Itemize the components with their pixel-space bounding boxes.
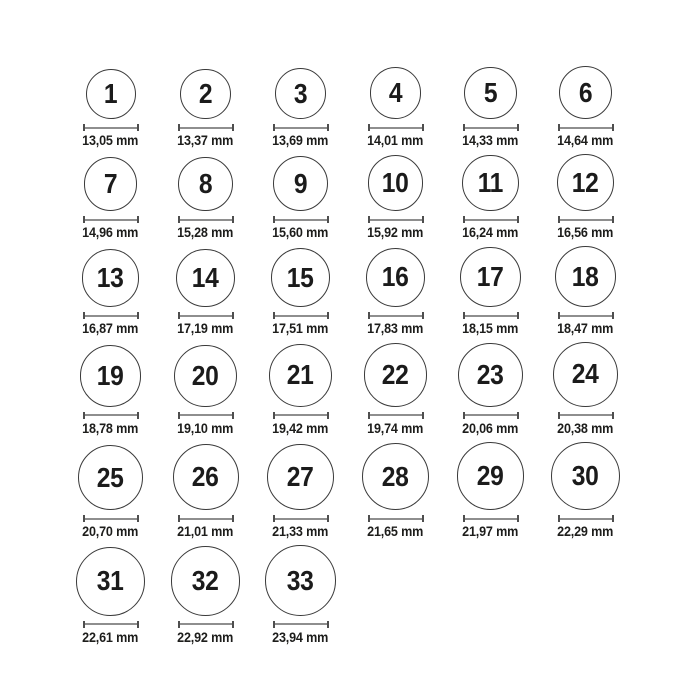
- dimension-bar: [370, 219, 422, 221]
- ring-size-row: [63, 545, 633, 644]
- dimension-bar: [370, 518, 422, 520]
- ring-size-cell: [63, 157, 158, 240]
- ring-size-cell: [443, 247, 538, 336]
- diameter-label: 20,06 mm: [462, 419, 519, 436]
- diameter-dimension-line: [178, 621, 234, 628]
- ring-circle: [368, 155, 424, 211]
- diameter-dimension-line: [83, 412, 139, 419]
- ring-circle: [462, 155, 518, 211]
- dimension-bar: [180, 414, 232, 416]
- diameter-dimension-line: [368, 312, 424, 319]
- diameter-dimension-line: [178, 124, 234, 131]
- ring-size-row: [63, 442, 633, 540]
- diameter-dimension-line: [178, 412, 234, 419]
- dimension-bar: [370, 414, 422, 416]
- diameter-dimension-line: [463, 412, 519, 419]
- ring-circle: [464, 67, 517, 120]
- diameter-dimension-line: [83, 216, 139, 223]
- diameter-dimension-line: [273, 621, 329, 628]
- ring-size-number: 14: [192, 261, 219, 293]
- diameter-dimension-line: [558, 216, 614, 223]
- dimension-bar: [85, 623, 137, 625]
- diameter-dimension-line: [83, 515, 139, 522]
- dimension-bar: [275, 219, 327, 221]
- ring-circle: [80, 345, 142, 407]
- ring-circle: [271, 248, 330, 307]
- ring-size-cell: [348, 343, 443, 435]
- diameter-label: 17,51 mm: [272, 320, 329, 337]
- diameter-label: 22,29 mm: [557, 523, 614, 540]
- dimension-bar: [560, 219, 612, 221]
- dimension-bar: [85, 315, 137, 317]
- diameter-dimension-line: [273, 412, 329, 419]
- dimension-bar: [560, 127, 612, 129]
- ring-circle: [267, 444, 334, 511]
- ring-circle: [457, 442, 525, 510]
- ring-size-number: 21: [287, 359, 314, 391]
- diameter-label: 19,10 mm: [177, 419, 234, 436]
- ring-size-number: 12: [572, 166, 599, 198]
- ring-size-cell: [158, 69, 253, 149]
- ring-circle: [275, 68, 326, 119]
- ring-size-cell: [538, 342, 633, 436]
- dimension-bar: [560, 315, 612, 317]
- diameter-dimension-line: [178, 312, 234, 319]
- ring-size-number: 4: [388, 77, 403, 109]
- diameter-label: 21,01 mm: [177, 523, 234, 540]
- ring-size-row: [63, 154, 633, 240]
- ring-size-number: 16: [382, 261, 409, 293]
- dimension-bar: [275, 315, 327, 317]
- ring-size-cell: [158, 157, 253, 240]
- diameter-label: 14,64 mm: [557, 132, 614, 149]
- diameter-label: 20,70 mm: [82, 523, 139, 540]
- diameter-label: 21,33 mm: [272, 523, 329, 540]
- ring-size-number: 17: [477, 260, 504, 292]
- dimension-bar: [275, 623, 327, 625]
- ring-size-cell: [63, 345, 158, 436]
- ring-size-cell: [158, 345, 253, 436]
- diameter-dimension-line: [463, 216, 519, 223]
- ring-size-number: 33: [287, 564, 314, 596]
- ring-circle: [178, 157, 232, 211]
- ring-circle: [551, 442, 620, 511]
- dimension-bar: [560, 414, 612, 416]
- dimension-bar: [465, 127, 517, 129]
- ring-size-cell: [443, 67, 538, 149]
- dimension-bar: [180, 315, 232, 317]
- diameter-label: 18,78 mm: [82, 419, 139, 436]
- diameter-dimension-line: [273, 515, 329, 522]
- diameter-dimension-line: [83, 621, 139, 628]
- ring-circle: [174, 345, 236, 407]
- ring-size-cell: [253, 156, 348, 240]
- ring-size-cell: [443, 155, 538, 240]
- ring-size-number: 13: [97, 262, 124, 294]
- diameter-dimension-line: [273, 312, 329, 319]
- ring-size-number: 31: [97, 565, 124, 597]
- dimension-bar: [275, 414, 327, 416]
- diameter-dimension-line: [178, 216, 234, 223]
- diameter-label: 22,92 mm: [177, 628, 234, 645]
- ring-size-number: 19: [97, 360, 124, 392]
- ring-size-cell: [63, 445, 158, 539]
- ring-size-cell: [253, 545, 348, 644]
- diameter-label: 16,56 mm: [557, 224, 614, 241]
- ring-circle: [176, 249, 234, 307]
- ring-size-cell: [538, 154, 633, 240]
- diameter-label: 14,96 mm: [82, 224, 139, 241]
- diameter-label: 21,97 mm: [462, 523, 519, 540]
- ring-size-cell: [538, 442, 633, 540]
- ring-size-cell: [158, 444, 253, 539]
- ring-circle: [78, 445, 143, 510]
- ring-size-number: 26: [192, 461, 219, 493]
- dimension-bar: [180, 518, 232, 520]
- dimension-bar: [370, 127, 422, 129]
- ring-circle: [364, 343, 427, 406]
- diameter-label: 14,01 mm: [367, 132, 424, 149]
- diameter-dimension-line: [178, 515, 234, 522]
- dimension-bar: [85, 414, 137, 416]
- ring-size-cell: [63, 547, 158, 645]
- ring-circle: [557, 154, 614, 211]
- ring-size-cell: [63, 69, 158, 148]
- diameter-label: 18,47 mm: [557, 320, 614, 337]
- ring-circle: [82, 249, 140, 307]
- ring-size-number: 6: [578, 76, 593, 108]
- ring-circle: [269, 344, 332, 407]
- ring-size-number: 3: [293, 77, 308, 109]
- ring-circle: [458, 343, 522, 407]
- ring-circle: [84, 157, 138, 211]
- ring-size-cell: [538, 246, 633, 336]
- ring-circle: [559, 66, 612, 119]
- diameter-label: 17,83 mm: [367, 320, 424, 337]
- ring-circle: [173, 444, 239, 510]
- diameter-label: 13,05 mm: [82, 132, 139, 149]
- diameter-label: 21,65 mm: [367, 523, 424, 540]
- ring-circle: [555, 246, 616, 307]
- ring-size-number: 27: [287, 461, 314, 493]
- ring-circle: [265, 545, 335, 615]
- ring-size-number: 30: [572, 460, 599, 492]
- diameter-label: 15,28 mm: [177, 224, 234, 241]
- diameter-dimension-line: [463, 124, 519, 131]
- diameter-dimension-line: [368, 412, 424, 419]
- dimension-bar: [370, 315, 422, 317]
- ring-size-row: [63, 246, 633, 336]
- ring-size-cell: [253, 68, 348, 148]
- diameter-label: 15,92 mm: [367, 224, 424, 241]
- ring-circle: [553, 342, 618, 407]
- dimension-bar: [85, 127, 137, 129]
- diameter-dimension-line: [368, 515, 424, 522]
- dimension-bar: [465, 315, 517, 317]
- ring-size-row: [63, 342, 633, 436]
- diameter-label: 17,19 mm: [177, 320, 234, 337]
- ring-size-number: 24: [572, 358, 599, 390]
- ring-size-row: [63, 66, 633, 148]
- diameter-dimension-line: [83, 124, 139, 131]
- dimension-bar: [180, 219, 232, 221]
- ring-circle: [366, 248, 426, 308]
- ring-size-cell: [63, 249, 158, 336]
- diameter-dimension-line: [273, 124, 329, 131]
- diameter-dimension-line: [558, 124, 614, 131]
- ring-size-cell: [253, 444, 348, 540]
- diameter-label: 22,61 mm: [82, 628, 139, 645]
- ring-size-number: 25: [97, 461, 124, 493]
- ring-size-cell: [443, 442, 538, 539]
- ring-size-number: 10: [382, 167, 409, 199]
- ring-size-cell: [443, 343, 538, 436]
- diameter-label: 19,74 mm: [367, 419, 424, 436]
- ring-circle: [370, 67, 422, 119]
- diameter-label: 20,38 mm: [557, 419, 614, 436]
- diameter-dimension-line: [368, 216, 424, 223]
- ring-circle: [273, 156, 328, 211]
- ring-circle: [460, 247, 520, 307]
- ring-size-number: 22: [382, 359, 409, 391]
- ring-size-number: 29: [477, 460, 504, 492]
- ring-circle: [86, 69, 136, 119]
- diameter-dimension-line: [463, 515, 519, 522]
- ring-size-cell: [158, 546, 253, 645]
- ring-size-cell: [253, 344, 348, 436]
- ring-size-number: 7: [103, 168, 118, 200]
- ring-size-number: 11: [477, 167, 504, 199]
- ring-size-number: 9: [293, 167, 308, 199]
- diameter-label: 13,69 mm: [272, 132, 329, 149]
- ring-size-cell: [348, 443, 443, 539]
- dimension-bar: [85, 518, 137, 520]
- diameter-dimension-line: [273, 216, 329, 223]
- diameter-dimension-line: [83, 312, 139, 319]
- diameter-dimension-line: [558, 412, 614, 419]
- ring-size-number: 8: [198, 167, 213, 199]
- diameter-label: 19,42 mm: [272, 419, 329, 436]
- diameter-dimension-line: [368, 124, 424, 131]
- dimension-bar: [180, 623, 232, 625]
- ring-size-number: 23: [477, 358, 504, 390]
- ring-size-number: 18: [572, 260, 599, 292]
- ring-size-number: 1: [103, 78, 118, 110]
- dimension-bar: [465, 518, 517, 520]
- diameter-label: 14,33 mm: [462, 132, 519, 149]
- diameter-label: 16,24 mm: [462, 224, 519, 241]
- ring-size-cell: [348, 67, 443, 148]
- dimension-bar: [275, 127, 327, 129]
- ring-size-cell: [253, 248, 348, 336]
- diameter-label: 23,94 mm: [272, 628, 329, 645]
- dimension-bar: [465, 219, 517, 221]
- diameter-dimension-line: [463, 312, 519, 319]
- ring-size-number: 32: [192, 564, 219, 596]
- diameter-label: 15,60 mm: [272, 224, 329, 241]
- ring-size-number: 2: [198, 77, 213, 109]
- ring-size-cell: [348, 248, 443, 337]
- diameter-label: 16,87 mm: [82, 320, 139, 337]
- dimension-bar: [85, 219, 137, 221]
- ring-size-cell: [158, 249, 253, 336]
- ring-size-cell: [348, 155, 443, 240]
- dimension-bar: [465, 414, 517, 416]
- ring-size-number: 15: [287, 261, 314, 293]
- diameter-label: 13,37 mm: [177, 132, 234, 149]
- dimension-bar: [275, 518, 327, 520]
- dimension-bar: [560, 518, 612, 520]
- ring-size-number: 28: [382, 460, 409, 492]
- diameter-dimension-line: [558, 515, 614, 522]
- ring-circle: [76, 547, 145, 616]
- dimension-bar: [180, 127, 232, 129]
- ring-size-number: 5: [483, 76, 498, 108]
- diameter-label: 18,15 mm: [462, 320, 519, 337]
- ring-size-number: 20: [192, 359, 219, 391]
- diameter-dimension-line: [558, 312, 614, 319]
- ring-circle: [171, 546, 241, 616]
- ring-circle: [362, 443, 429, 510]
- ring-circle: [180, 69, 231, 120]
- ring-size-cell: [538, 66, 633, 148]
